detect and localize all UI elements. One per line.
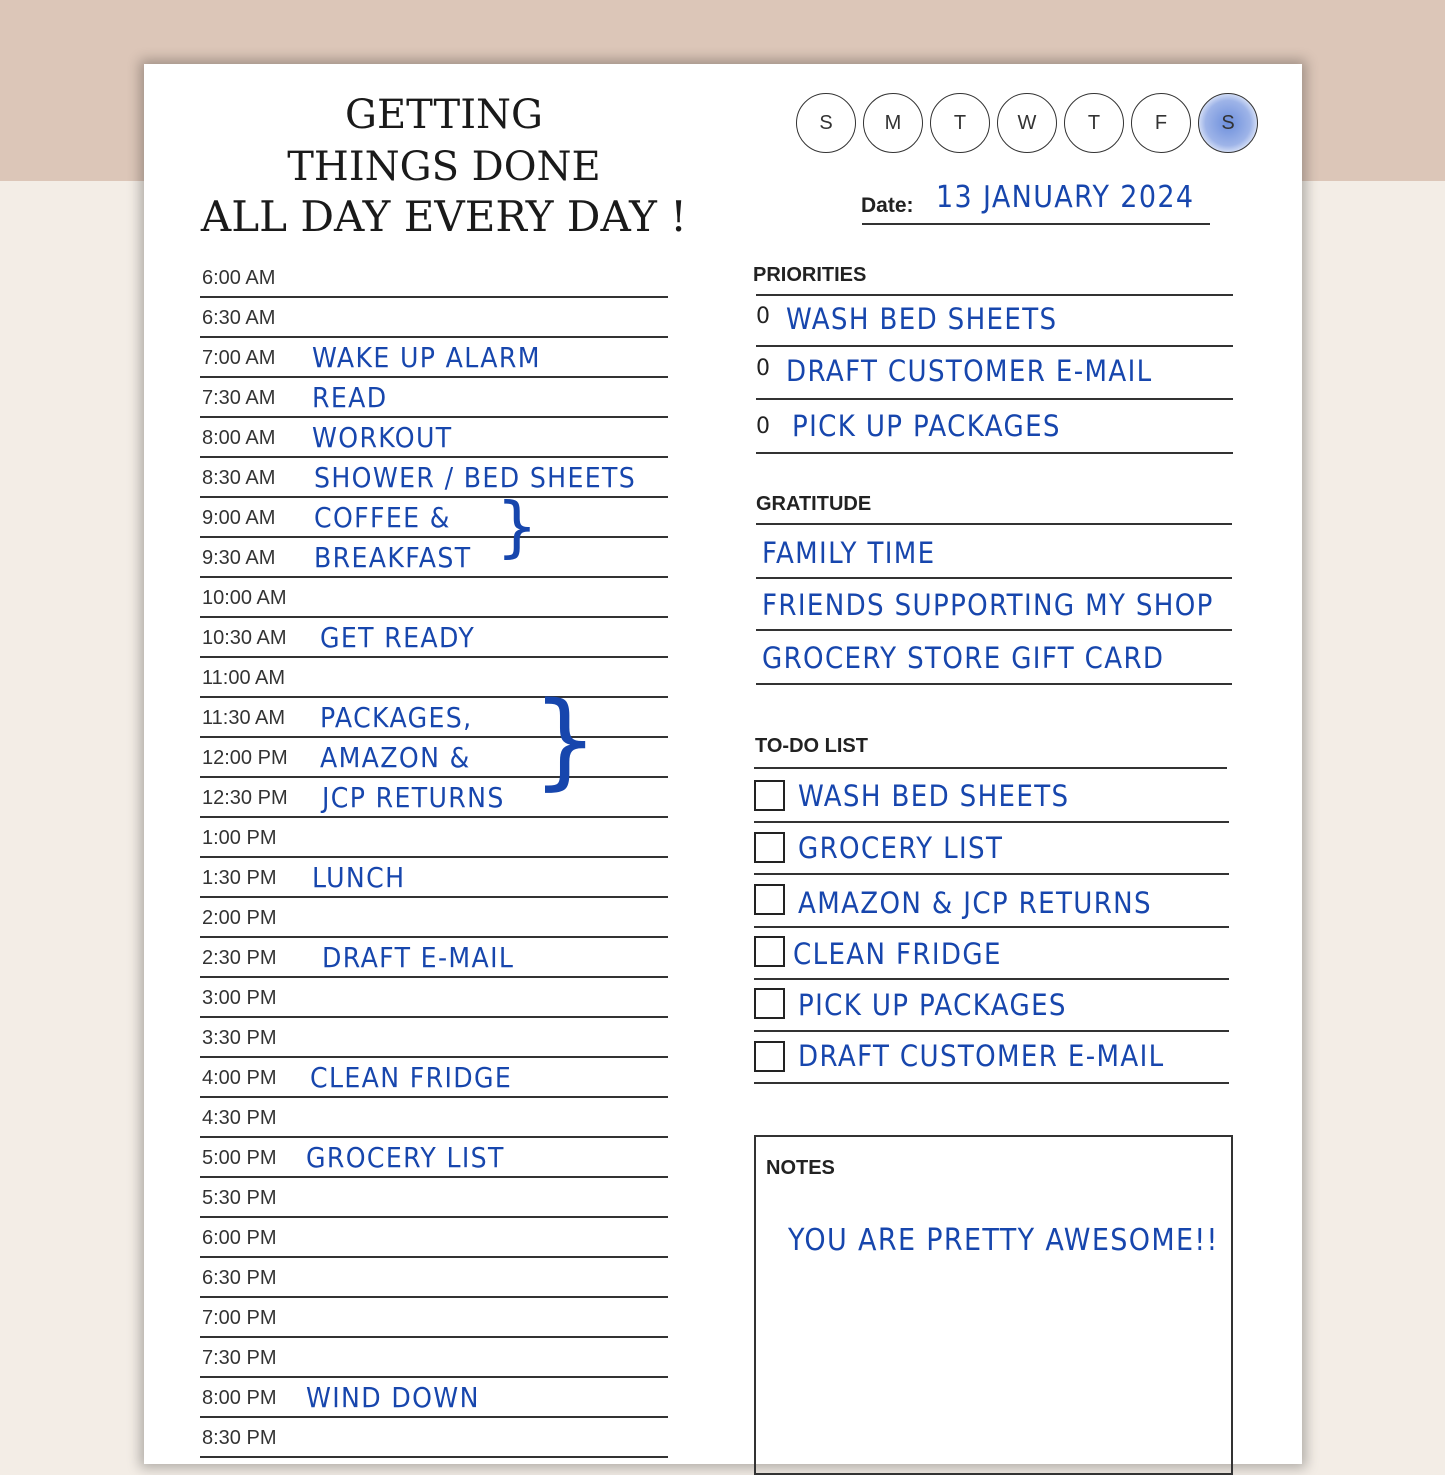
schedule-row[interactable] bbox=[200, 258, 668, 298]
day-circle-sunday[interactable] bbox=[796, 93, 856, 153]
day-circle-saturday-selected[interactable] bbox=[1198, 93, 1258, 153]
notes-box[interactable] bbox=[754, 1135, 1233, 1475]
time-label: 7:30 PM bbox=[202, 1347, 277, 1369]
day-circle-tuesday[interactable] bbox=[930, 93, 990, 153]
section-divider bbox=[754, 873, 1229, 875]
todo-heading: TO-DO LIST bbox=[755, 735, 868, 757]
day-letter: S bbox=[819, 111, 833, 134]
time-label: 2:00 PM bbox=[202, 907, 277, 929]
priority-item[interactable]: DRAFT CUSTOMER E-MAIL bbox=[786, 354, 1153, 388]
schedule-row[interactable] bbox=[200, 418, 668, 458]
time-label: 8:00 AM bbox=[202, 427, 276, 449]
schedule-row[interactable] bbox=[200, 578, 668, 618]
time-label: 3:00 PM bbox=[202, 987, 277, 1009]
section-divider bbox=[756, 683, 1232, 685]
section-divider bbox=[756, 577, 1232, 579]
page-title-line-3: ALL DAY EVERY DAY ! bbox=[200, 192, 688, 241]
time-label: 12:30 PM bbox=[202, 787, 288, 809]
time-label: 12:00 PM bbox=[202, 747, 288, 769]
schedule-row[interactable] bbox=[200, 618, 668, 658]
curly-brace-icon: } bbox=[496, 488, 538, 565]
schedule-task: PACKAGES, bbox=[320, 701, 473, 734]
schedule-row[interactable] bbox=[200, 298, 668, 338]
schedule-row[interactable] bbox=[200, 1018, 668, 1058]
time-label: 2:30 PM bbox=[202, 947, 277, 969]
section-divider bbox=[754, 978, 1229, 980]
section-divider bbox=[756, 452, 1233, 454]
priorities-heading: PRIORITIES bbox=[753, 264, 867, 286]
priority-bullet-icon: 0 bbox=[756, 304, 770, 329]
schedule-row[interactable] bbox=[200, 378, 668, 418]
time-label: 11:30 AM bbox=[202, 707, 286, 729]
time-label: 8:00 PM bbox=[202, 1387, 277, 1409]
todo-item[interactable]: WASH BED SHEETS bbox=[798, 779, 1070, 813]
section-divider bbox=[754, 926, 1229, 928]
time-label: 9:30 AM bbox=[202, 547, 276, 569]
todo-checkbox[interactable] bbox=[754, 780, 785, 811]
day-letter: W bbox=[1017, 111, 1037, 134]
todo-checkbox[interactable] bbox=[754, 1041, 785, 1072]
schedule-task: BREAKFAST bbox=[314, 541, 472, 574]
time-label: 7:00 PM bbox=[202, 1307, 277, 1329]
time-label: 5:00 PM bbox=[202, 1147, 277, 1169]
section-divider bbox=[754, 821, 1229, 823]
time-label: 8:30 PM bbox=[202, 1427, 277, 1449]
schedule-row[interactable] bbox=[200, 1098, 668, 1138]
priority-bullet-icon: 0 bbox=[756, 414, 770, 439]
todo-checkbox[interactable] bbox=[754, 884, 785, 915]
page-title-line-1: GETTING bbox=[344, 92, 543, 138]
day-letter: F bbox=[1154, 111, 1168, 134]
day-letter: M bbox=[884, 111, 902, 134]
time-label: 4:00 PM bbox=[202, 1067, 277, 1089]
schedule-row[interactable] bbox=[200, 1178, 668, 1218]
section-divider bbox=[754, 1082, 1229, 1084]
schedule-row[interactable] bbox=[200, 498, 668, 538]
notes-text: YOU ARE PRETTY AWESOME!! bbox=[788, 1223, 1219, 1258]
time-label: 5:30 PM bbox=[202, 1187, 277, 1209]
time-label: 8:30 AM bbox=[202, 467, 276, 489]
schedule-task: JCP RETURNS bbox=[322, 781, 505, 814]
schedule-row[interactable] bbox=[200, 1258, 668, 1298]
time-label: 10:00 AM bbox=[202, 587, 287, 609]
schedule-row[interactable] bbox=[200, 1298, 668, 1338]
time-label: 6:30 PM bbox=[202, 1267, 277, 1289]
notes-heading: NOTES bbox=[766, 1157, 835, 1179]
priority-bullet-icon: 0 bbox=[756, 356, 770, 381]
todo-checkbox[interactable] bbox=[754, 832, 785, 863]
todo-item[interactable]: DRAFT CUSTOMER E-MAIL bbox=[798, 1039, 1165, 1073]
planner-page bbox=[144, 64, 1302, 1464]
schedule-row[interactable] bbox=[200, 1218, 668, 1258]
schedule-row[interactable] bbox=[200, 898, 668, 938]
schedule-row[interactable] bbox=[200, 938, 668, 978]
priority-item[interactable]: WASH BED SHEETS bbox=[786, 302, 1058, 336]
todo-item[interactable]: AMAZON & JCP RETURNS bbox=[798, 886, 1152, 920]
schedule-task: SHOWER / BED SHEETS bbox=[314, 461, 637, 494]
schedule-row[interactable] bbox=[200, 858, 668, 898]
todo-checkbox[interactable] bbox=[754, 988, 785, 1019]
schedule-task: GROCERY LIST bbox=[306, 1141, 505, 1174]
gratitude-item[interactable]: FRIENDS SUPPORTING MY SHOP bbox=[762, 588, 1214, 622]
curly-brace-icon: } bbox=[532, 679, 599, 801]
schedule-task: GET READY bbox=[320, 621, 476, 654]
day-letter: S bbox=[1221, 111, 1235, 134]
schedule-row[interactable] bbox=[200, 818, 668, 858]
section-divider bbox=[756, 398, 1233, 400]
priority-item[interactable]: PICK UP PACKAGES bbox=[792, 409, 1061, 443]
section-divider bbox=[756, 629, 1232, 631]
schedule-row[interactable] bbox=[200, 1058, 668, 1098]
schedule-row[interactable] bbox=[200, 458, 668, 498]
schedule-row[interactable] bbox=[200, 1378, 668, 1418]
schedule-row[interactable] bbox=[200, 1418, 668, 1458]
day-circle-friday[interactable] bbox=[1131, 93, 1191, 153]
schedule-task: WIND DOWN bbox=[306, 1381, 480, 1414]
todo-item[interactable]: PICK UP PACKAGES bbox=[798, 988, 1067, 1022]
schedule-row[interactable] bbox=[200, 1138, 668, 1178]
schedule-task: READ bbox=[312, 381, 388, 414]
schedule-task: CLEAN FRIDGE bbox=[310, 1061, 513, 1094]
date-underline bbox=[862, 223, 1210, 225]
todo-item[interactable]: GROCERY LIST bbox=[798, 831, 1004, 865]
schedule-task: DRAFT E-MAIL bbox=[322, 941, 515, 974]
time-label: 6:00 PM bbox=[202, 1227, 277, 1249]
schedule-task: WAKE UP ALARM bbox=[312, 341, 541, 374]
schedule-row[interactable] bbox=[200, 338, 668, 378]
date-label: Date: bbox=[861, 194, 914, 217]
time-label: 1:00 PM bbox=[202, 827, 277, 849]
day-circle-wednesday[interactable] bbox=[997, 93, 1057, 153]
section-divider bbox=[756, 523, 1232, 525]
schedule-task: COFFEE & bbox=[314, 501, 451, 534]
todo-checkbox[interactable] bbox=[754, 936, 785, 967]
section-divider bbox=[754, 1030, 1229, 1032]
schedule-task: LUNCH bbox=[312, 861, 406, 894]
time-label: 1:30 PM bbox=[202, 867, 277, 889]
schedule-task: AMAZON & bbox=[320, 741, 471, 774]
page-title-line-2: THINGS DONE bbox=[287, 144, 601, 190]
gratitude-heading: GRATITUDE bbox=[756, 493, 872, 515]
section-divider bbox=[756, 345, 1233, 347]
day-letter: T bbox=[953, 111, 967, 134]
section-divider bbox=[754, 767, 1227, 769]
weekday-selector bbox=[796, 93, 1266, 159]
day-circle-thursday[interactable] bbox=[1064, 93, 1124, 153]
todo-item[interactable]: CLEAN FRIDGE bbox=[793, 937, 1002, 971]
time-label: 7:00 AM bbox=[202, 347, 276, 369]
day-letter: T bbox=[1087, 111, 1101, 134]
time-label: 6:00 AM bbox=[202, 267, 276, 289]
time-label: 6:30 AM bbox=[202, 307, 276, 329]
schedule-row[interactable] bbox=[200, 1338, 668, 1378]
time-label: 11:00 AM bbox=[202, 667, 286, 689]
day-circle-monday[interactable] bbox=[863, 93, 923, 153]
schedule-task: WORKOUT bbox=[312, 421, 453, 454]
time-label: 7:30 AM bbox=[202, 387, 276, 409]
time-label: 4:30 PM bbox=[202, 1107, 277, 1129]
section-divider bbox=[756, 294, 1233, 296]
date-value[interactable]: 13 JANUARY 2024 bbox=[936, 180, 1195, 215]
gratitude-item[interactable]: GROCERY STORE GIFT CARD bbox=[762, 641, 1165, 675]
schedule-row[interactable] bbox=[200, 538, 668, 578]
schedule-row[interactable] bbox=[200, 978, 668, 1018]
time-label: 9:00 AM bbox=[202, 507, 276, 529]
time-label: 3:30 PM bbox=[202, 1027, 277, 1049]
gratitude-item[interactable]: FAMILY TIME bbox=[762, 536, 936, 570]
time-label: 10:30 AM bbox=[202, 627, 287, 649]
